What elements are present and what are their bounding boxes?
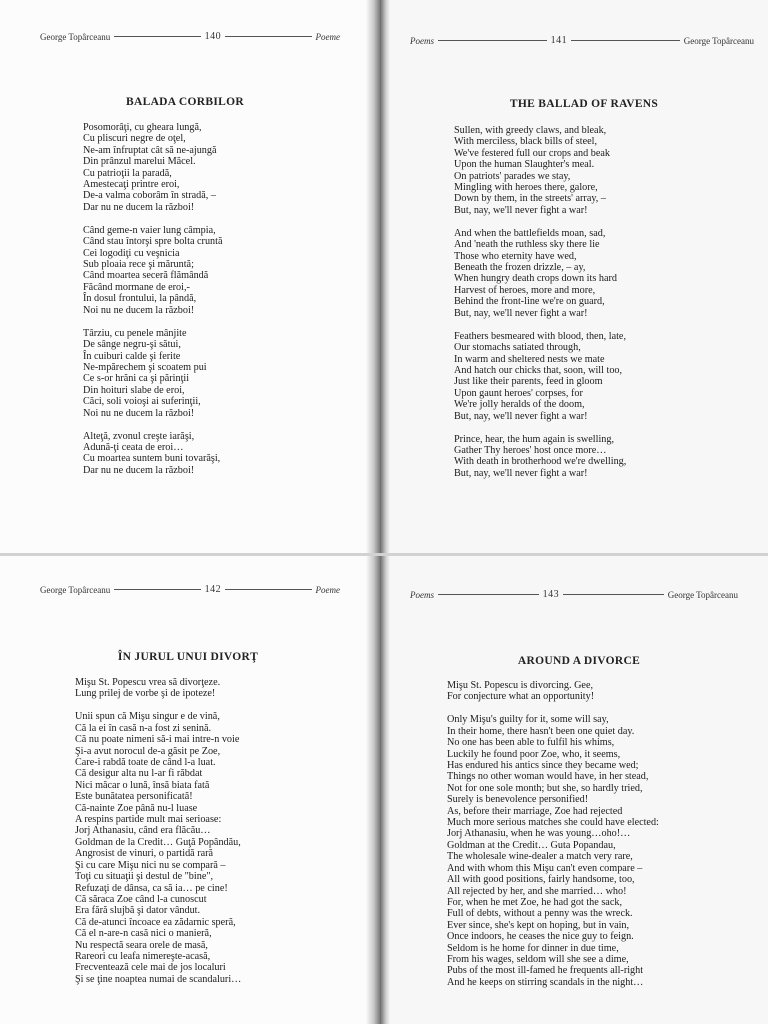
verse-line: Sub ploaia rece şi măruntă;: [83, 259, 194, 271]
verse-line: All with good positions, fairly handsome, too,: [447, 874, 635, 886]
header-series: Poems: [410, 35, 434, 46]
verse-line: Ne-am înfruptat cât să ne-ajungă: [83, 144, 217, 156]
verse-line: Things no other woman would have, in her stead,: [447, 771, 649, 783]
verse-line: În dosul frontului, la pândă,: [83, 293, 197, 305]
verse-line: Beneath the frozen drizzle, – ay,: [454, 262, 586, 274]
stanza: [83, 328, 222, 419]
verse-line: For, when he met Zoe, he had got the sack,: [447, 896, 622, 908]
header-author: George Topârceanu: [40, 31, 111, 42]
verse-line: As, before their marriage, Zoe had rejected: [447, 805, 623, 817]
poem-title: AROUND A DIVORCE: [517, 655, 641, 667]
poem-body: [83, 122, 222, 488]
verse-line: Că-nainte Zoe până nu-l luase: [75, 802, 198, 814]
page-number: 143: [542, 589, 560, 600]
verse-line: When hungry death crops down its hard: [454, 273, 617, 285]
header-rule: [571, 40, 680, 41]
verse-line: Că săraca Zoe când l-a cunoscut: [75, 893, 207, 905]
verse-line: Those who eternity have wed,: [454, 250, 577, 262]
verse-line: But, nay, we'll never fight a war!: [454, 307, 588, 319]
verse-line: Alteţă, zvonul creşte iarăşi,: [83, 430, 195, 442]
page-143: [380, 556, 768, 1024]
verse-line: Mişu St. Popescu is divorcing. Gee,: [447, 680, 594, 691]
verse-line: Down by them, in the streets' array, –: [454, 193, 606, 205]
page-141: [380, 0, 768, 553]
verse-line: Când moartea seceră flămândă: [83, 270, 209, 282]
header-rule: [225, 589, 311, 590]
verse-line: And hatch our chicks that, soon, will too,: [454, 364, 623, 376]
stanza: [454, 228, 626, 319]
stanza: [454, 434, 626, 480]
verse-line: But, nay, we'll never fight a war!: [454, 204, 588, 216]
header-series: Poeme: [315, 31, 341, 42]
verse-line: Care-i rabdă toate de când l-a luat.: [75, 757, 216, 769]
poem-body: [454, 125, 626, 491]
poem-title: BALADA CORBILOR: [126, 96, 244, 108]
stanza: [83, 225, 222, 316]
verse-line: Feathers besmeared with blood, then, late,: [454, 330, 627, 342]
page-number: 141: [550, 35, 568, 46]
stanza: [447, 680, 659, 703]
verse-line: Când stau întorşi spre bolta cruntă: [83, 236, 223, 248]
running-header: [380, 589, 768, 600]
verse-line: A respins partide mult mai serioase:: [75, 814, 222, 826]
stanza: [454, 331, 626, 422]
stanza: [75, 711, 241, 985]
verse-line: Ne-mpărechem şi scoatem pui: [83, 361, 207, 373]
header-series: Poeme: [315, 584, 341, 595]
verse-line: Goldman at the Credit… Guta Popandau,: [447, 839, 616, 851]
book-spine-shadow: [366, 0, 380, 553]
verse-line: Much more serious matches she could have elected:: [447, 817, 659, 829]
verse-line: In their home, there hasn't been one quiet day.: [447, 725, 635, 737]
verse-line: Goldman de la Credit… Guţă Popândău,: [75, 836, 241, 848]
verse-line: But, nay, we'll never fight a war!: [454, 410, 588, 422]
verse-line: Gather Thy heroes' host once more…: [454, 444, 607, 456]
header-rule: [114, 36, 200, 37]
verse-line: Că nu poate nimeni să-i mai intre-n voie: [75, 734, 240, 746]
verse-line: Că de-atunci încoace ea zădarnic speră,: [75, 916, 236, 928]
verse-line: Făcând mormane de eroi,-: [83, 281, 190, 293]
verse-line: Când geme-n vaier lung câmpia,: [83, 224, 216, 236]
verse-line: Harvest of heroes, more and more,: [454, 284, 596, 296]
stanza: [75, 677, 241, 700]
header-rule: [563, 594, 664, 595]
verse-line: Upon the human Slaughter's meal.: [454, 159, 595, 171]
stanza: [447, 714, 659, 988]
verse-line: Dar nu ne ducem la război!: [83, 464, 195, 476]
verse-line: Şi se ţine noaptea numai de scandaluri…: [75, 973, 242, 985]
header-author: George Topârceanu: [40, 584, 111, 595]
verse-line: Refuzaţi de dânsa, ca să ia… pe cine!: [75, 882, 228, 894]
book-spine-shadow: [380, 556, 390, 1024]
verse-line: Ce s-or hrăni ca şi părinţii: [83, 373, 190, 385]
verse-line: Frecventează cele mai de jos localuri: [75, 962, 226, 974]
verse-line: Behind the front-line we're on guard,: [454, 296, 605, 308]
verse-line: Lung prilej de vorbe şi de ipoteze!: [75, 688, 216, 700]
verse-line: From his wages, seldom will she see a dime,: [447, 953, 629, 965]
verse-line: For conjecture what an opportunity!: [447, 691, 595, 703]
verse-line: The wholesale wine-dealer a match very rare,: [447, 851, 633, 863]
page-number: 142: [204, 584, 222, 595]
book-spine-shadow: [380, 0, 390, 553]
page-140: [0, 0, 380, 553]
verse-line: And he keeps on stirring scandals in the night…: [447, 976, 644, 988]
verse-line: Amestecaţi printre eroi,: [83, 179, 180, 191]
header-rule: [438, 40, 547, 41]
verse-line: In warm and sheltered nests we mate: [454, 353, 605, 365]
verse-line: Luckily he found poor Zoe, who, it seems,: [447, 748, 621, 760]
verse-line: Rareori cu leafa nimereşte-acasă,: [75, 950, 211, 962]
verse-line: Jorj Athanasiu, when he was young…oho!…: [447, 828, 631, 840]
verse-line: Full of debts, without a penny was the wreck.: [447, 908, 633, 920]
verse-line: Adună-ţi ceata de eroi…: [83, 441, 184, 453]
verse-line: Posomorâţi, cu gheara lungă,: [83, 122, 202, 133]
header-rule: [114, 589, 200, 590]
verse-line: Sullen, with greedy claws, and bleak,: [454, 125, 607, 136]
verse-line: Noi nu ne ducem la război!: [83, 407, 195, 419]
verse-line: Only Mişu's guilty for it, some will say,: [447, 714, 609, 726]
verse-line: We're jolly heralds of the doom,: [454, 399, 585, 411]
verse-line: Our stomachs satiated through,: [454, 342, 581, 354]
header-author: George Topârceanu: [683, 35, 755, 46]
poem-body: [75, 677, 241, 997]
header-rule: [438, 594, 539, 595]
book-spine-shadow: [366, 556, 380, 1024]
running-header: [0, 31, 380, 42]
verse-line: Jorj Athanasiu, când era flăcău…: [75, 825, 211, 837]
header-author: George Topârceanu: [667, 589, 739, 600]
verse-line: Ever since, she's kept on hoping, but in vain,: [447, 919, 630, 931]
verse-line: Târziu, cu penele mânjite: [83, 327, 187, 339]
verse-line: Mingling with heroes there, galore,: [454, 182, 598, 194]
poem-title: ÎN JURUL UNUI DIVORŢ: [117, 651, 259, 663]
verse-line: Upon gaunt heroes' corpses, for: [454, 387, 583, 399]
verse-line: Angrosist de vinuri, o partidă rară: [75, 848, 214, 860]
verse-line: Not for one sole month; but she, so hardly tried,: [447, 782, 643, 794]
verse-line: Că la ei în casă n-a fost zi senină.: [75, 722, 212, 734]
verse-line: With death in brotherhood we're dwelling,: [454, 456, 627, 468]
verse-line: Toţi cu situaţii şi destul de "bine",: [75, 871, 214, 883]
verse-line: Seldom is he home for dinner in due time,: [447, 942, 619, 954]
verse-line: But, nay, we'll never fight a war!: [454, 467, 588, 479]
header-series: Poems: [410, 589, 434, 600]
verse-line: Nu respectă seara orele de masă,: [75, 939, 208, 951]
verse-line: Era fără slujbă şi dator vândut.: [75, 905, 201, 917]
verse-line: Pubs of the most ill-famed he frequents all-right: [447, 965, 644, 977]
poem-title: THE BALLAD OF RAVENS: [509, 98, 659, 110]
verse-line: Surely is benevolence personified!: [447, 794, 589, 806]
verse-line: Has endured his antics since they became wed;: [447, 760, 639, 772]
verse-line: And 'neath the ruthless sky there lie: [454, 239, 600, 251]
page-number: 140: [204, 31, 222, 42]
verse-line: Din hoituri slabe de eroi,: [83, 384, 185, 396]
verse-line: And when the battlefields moan, sad,: [454, 227, 606, 239]
verse-line: Mişu St. Popescu vrea să divorţeze.: [75, 677, 221, 688]
page-142: [0, 556, 380, 1024]
verse-line: Că desigur alta nu l-ar fi răbdat: [75, 768, 203, 780]
verse-line: And with whom this Mişu can't even compare –: [447, 862, 643, 874]
verse-line: Şi cu care Mişu nici nu se compară –: [75, 859, 226, 871]
verse-line: Cu moartea suntem buni tovarăşi,: [83, 453, 221, 465]
running-header: [380, 35, 768, 46]
verse-line: Nici măcar o lună, însă biata fată: [75, 779, 210, 791]
verse-line: Prince, hear, the hum again is swelling,: [454, 433, 615, 445]
verse-line: Căci, soli voioşi ai suferinţii,: [83, 396, 201, 408]
verse-line: Unii spun că Mişu singur e de vină,: [75, 711, 220, 723]
verse-line: Şi-a avut norocul de-a găsit pe Zoe,: [75, 745, 221, 757]
running-header: [0, 584, 380, 595]
stanza: [83, 122, 222, 213]
header-rule: [225, 36, 311, 37]
verse-line: No one has been able to fulfil his whims,: [447, 737, 615, 749]
verse-line: Once indoors, he ceases the nice guy to feign.: [447, 931, 634, 943]
poem-body: [447, 680, 659, 1000]
verse-line: With merciless, black bills of steel,: [454, 136, 598, 148]
stanza: [454, 125, 626, 216]
verse-line: De-a valma coborâm în stradă, –: [83, 190, 216, 202]
verse-line: On patriots' parades we stay,: [454, 170, 571, 182]
verse-line: Cei logodiţi cu veşnicia: [83, 247, 180, 259]
stanza: [83, 431, 222, 477]
verse-line: All rejected by her, and she married… who!: [447, 885, 627, 897]
verse-line: Cu patrioţii la paradă,: [83, 167, 172, 179]
verse-line: Cu pliscuri negre de oţel,: [83, 133, 186, 145]
verse-line: În cuiburi calde şi ferite: [83, 350, 181, 362]
verse-line: We've festered full our crops and beak: [454, 147, 611, 159]
verse-line: De sânge negru-şi sătui,: [83, 339, 181, 351]
verse-line: Just like their parents, feed in gloom: [454, 376, 603, 388]
verse-line: Este bunătatea personificată!: [75, 791, 193, 803]
verse-line: Noi nu ne ducem la război!: [83, 304, 195, 316]
verse-line: Din prânzul marelui Măcel.: [83, 156, 196, 168]
verse-line: Dar nu ne ducem la război!: [83, 201, 195, 213]
verse-line: Că el n-are-n casă nici o manieră,: [75, 928, 212, 940]
